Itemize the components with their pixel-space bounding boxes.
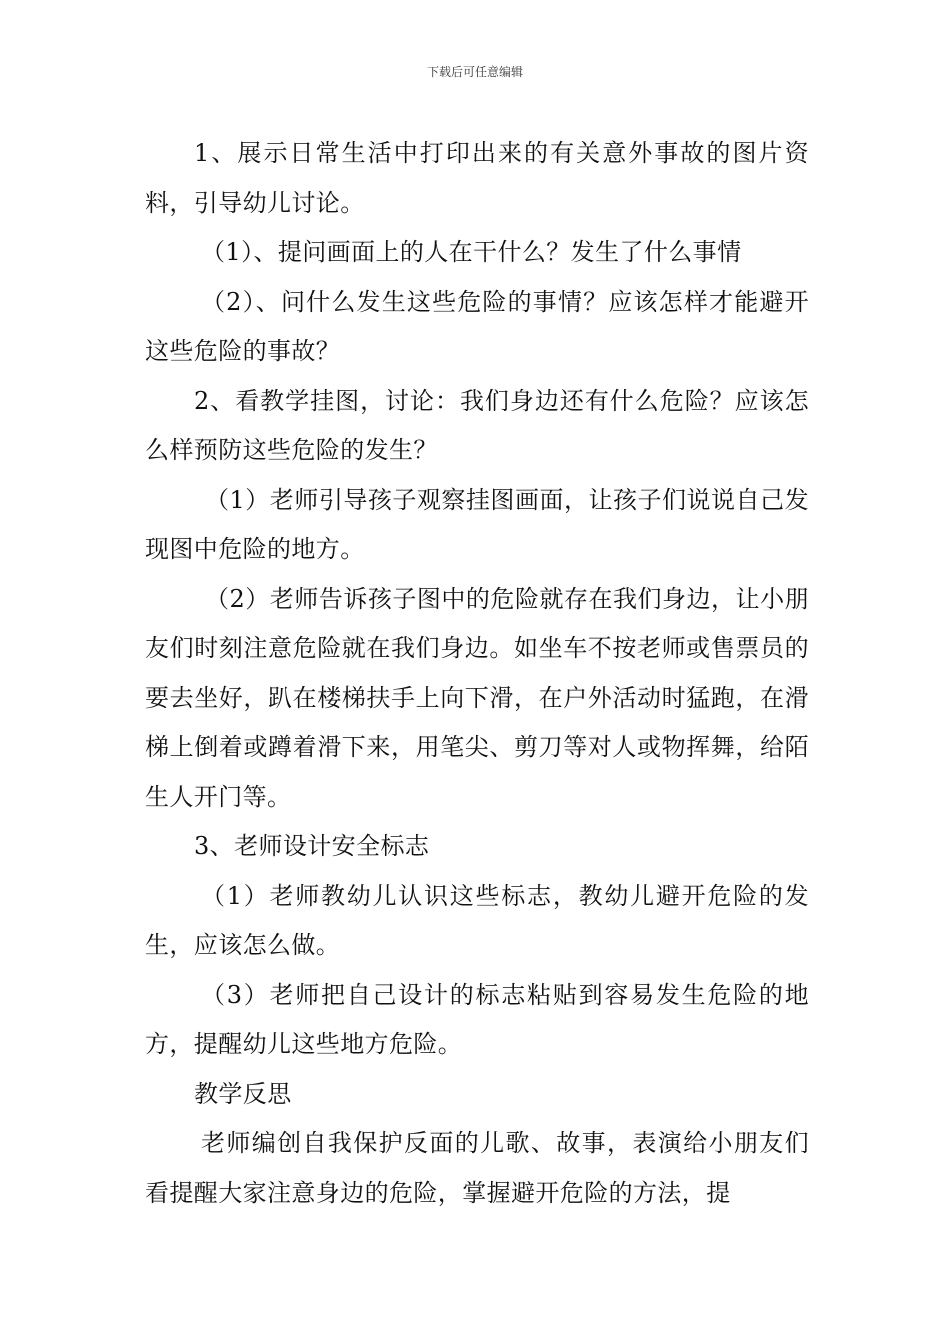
paragraph-step-1-q2: （2）、问什么发生这些危险的事情？应该怎样才能避开这些危险的事故？: [145, 287, 809, 365]
paragraph-step-1: 1、展示日常生活中打印出来的有关意外事故的图片资料，引导幼儿讨论。: [145, 139, 809, 217]
paragraph-step-3-item3: （3）老师把自己设计的标志粘贴到容易发生危险的地方，提醒幼儿这些地方危险。: [145, 980, 809, 1058]
paragraph-reflection: 老师编创自我保护反面的儿歌、故事，表演给小朋友们看提醒大家注意身边的危险，掌握避开危险的方法，提: [145, 1129, 809, 1207]
page-header-note: 下载后可任意编辑: [426, 65, 523, 79]
paragraph-step-3-item1: （1）老师教幼儿认识这些标志，教幼儿避开危险的发生，应该怎么做。: [145, 881, 809, 959]
paragraph-step-3: 3、老师设计安全标志: [194, 832, 430, 860]
document-body: [145, 129, 809, 1218]
section-heading-reflection: 教学反思: [194, 1079, 292, 1108]
paragraph-step-2-item1: （1）老师引导孩子观察挂图画面，让孩子们说说自己发现图中危险的地方。: [145, 485, 809, 563]
paragraph-step-2: 2、看教学挂图，讨论：我们身边还有什么危险？应该怎么样预防这些危险的发生？: [145, 386, 809, 464]
paragraph-step-2-item2: （2）老师告诉孩子图中的危险就存在我们身边，让小朋友们时刻注意危险就在我们身边。如坐车不按老师或售票员的要去坐好，趴在楼梯扶手上向下滑，在户外活动时猛跑，在滑梯上倒着或蹲着滑下来，用笔尖、剪刀等对人或物挥舞，给陌生人开门等。: [145, 584, 809, 811]
paragraph-step-1-q1: （1）、提问画面上的人在干什么？发生了什么事情: [201, 238, 742, 266]
